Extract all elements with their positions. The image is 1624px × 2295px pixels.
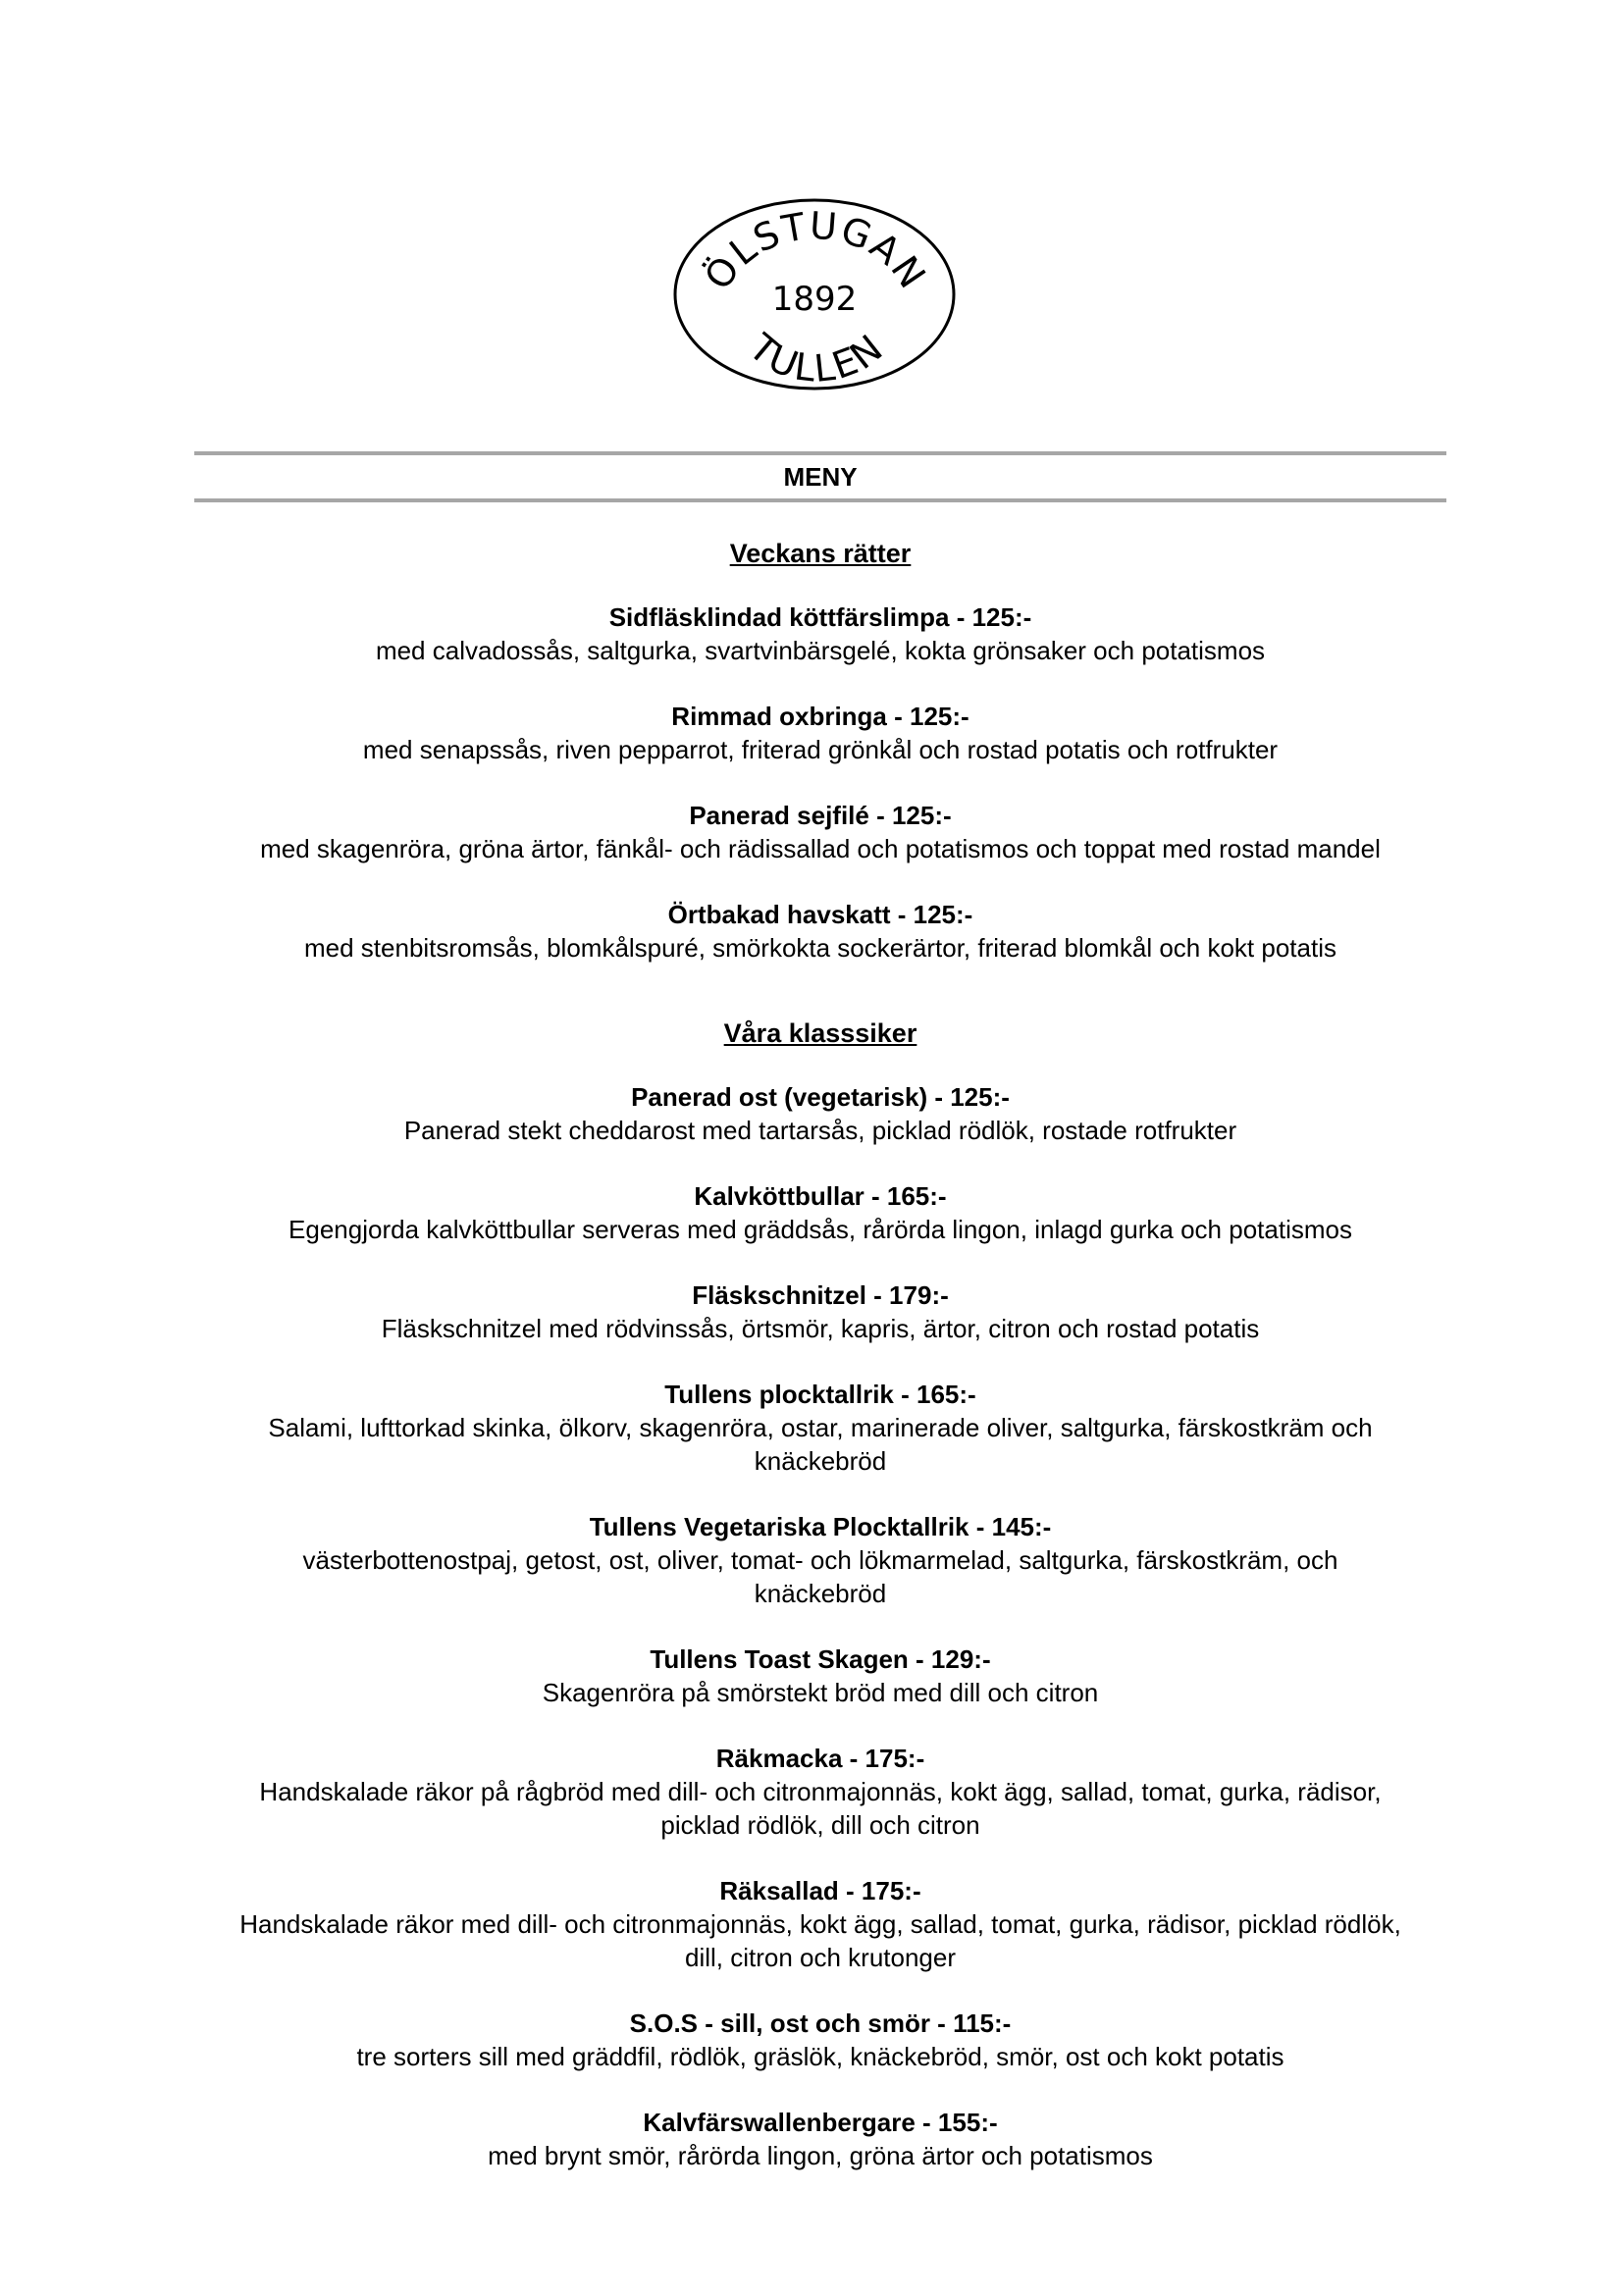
dish-item [236, 1278, 1405, 1345]
dish-description: med stenbitsromsås, blomkålspuré, smörkokta sockerärtor, friterad blomkål och kokt potatis [304, 933, 1336, 963]
dish-description: med calvadossås, saltgurka, svartvinbärsgelé, kokta grönsaker och potatismos [375, 636, 1266, 665]
divider-bottom [194, 498, 1446, 502]
dish-name: Fläskschnitzel - 179:- [692, 1280, 949, 1310]
logo-seal [672, 196, 957, 392]
dish-item [236, 898, 1405, 965]
dish-name: S.O.S - sill, ost och smör - 115:- [629, 2008, 1012, 2038]
dish-description: Egengjorda kalvköttbullar serveras med gräddsås, rårörda lingon, inlagd gurka och potatismos [288, 1215, 1352, 1244]
dish-item [236, 1080, 1405, 1147]
logo-top-text: ÖLSTUGAN [696, 203, 935, 298]
dish-description: Skagenröra på smörstekt bröd med dill och citron [542, 1678, 1099, 1707]
dish-name: Panerad sejfilé - 125:- [689, 801, 952, 830]
dish-description: med brynt smör, rårörda lingon, gröna ärtor och potatismos [488, 2141, 1153, 2170]
dish-description: Handskalade räkor med dill- och citronmajonnäs, kokt ägg, sallad, tomat, gurka, rädisor, picklad rödlök, dill, citron och krutonger [239, 1909, 1401, 1972]
menu-section [236, 1016, 1405, 2172]
dish-item [236, 1742, 1405, 1842]
dish-item [236, 600, 1405, 667]
dish-item [236, 1874, 1405, 1974]
dish-description: med skagenröra, gröna ärtor, fänkål- och rädissallad och potatismos och toppat med rostad mandel [260, 834, 1381, 863]
dish-description: Fläskschnitzel med rödvinssås, örtsmör, kapris, ärtor, citron och rostad potatis [381, 1314, 1260, 1343]
dish-item [236, 799, 1405, 865]
dish-item [236, 2007, 1405, 2073]
dish-item [236, 2106, 1405, 2172]
restaurant-logo [672, 196, 957, 392]
menu-section [236, 536, 1405, 965]
dish-name: Räkmacka - 175:- [715, 1744, 925, 1773]
dish-name: Tullens Vegetariska Plocktallrik - 145:- [589, 1512, 1052, 1541]
dish-name: Räksallad - 175:- [719, 1876, 921, 1905]
dish-description: Panerad stekt cheddarost med tartarsås, picklad rödlök, rostade rotfrukter [403, 1116, 1237, 1145]
dish-description: Salami, lufttorkad skinka, ölkorv, skagenröra, ostar, marinerade oliver, saltgurka, färskostkräm och knäckebröd [268, 1413, 1373, 1476]
dish-description: med senapssås, riven pepparrot, friterad grönkål och rostad potatis och rotfrukter [362, 735, 1279, 764]
dish-name: Kalvköttbullar - 165:- [694, 1181, 947, 1211]
menu-content [236, 536, 1405, 2205]
dish-item [236, 1378, 1405, 1478]
section-title: Våra klasssiker [723, 1018, 917, 1048]
dish-name: Rimmad oxbringa - 125:- [671, 702, 969, 731]
dish-name: Kalvfärswallenbergare - 155:- [643, 2108, 998, 2137]
menu-title: MENY [783, 462, 858, 492]
dish-description: Handskalade räkor på rågbröd med dill- och citronmajonnäs, kokt ägg, sallad, tomat, gurka, rädisor, picklad rödlök, dill och citron [259, 1777, 1382, 1840]
dish-item [236, 1510, 1405, 1610]
dish-name: Örtbakad havskatt - 125:- [667, 900, 973, 929]
dish-item [236, 700, 1405, 766]
dish-name: Tullens Toast Skagen - 129:- [650, 1644, 991, 1674]
logo-bottom-text: TULLEN [741, 325, 892, 391]
dish-name: Sidfläsklindad köttfärslimpa - 125:- [608, 602, 1032, 632]
dish-item [236, 1179, 1405, 1246]
dish-name: Tullens plocktallrik - 165:- [664, 1380, 976, 1409]
section-title: Veckans rätter [729, 539, 912, 568]
dish-description: tre sorters sill med gräddfil, rödlök, gräslök, knäckebröd, smör, ost och kokt potatis [356, 2042, 1284, 2071]
dish-item [236, 1643, 1405, 1709]
dish-description: västerbottenostpaj, getost, ost, oliver, tomat- och lökmarmelad, saltgurka, färskostkräm, och knäckebröd [302, 1545, 1338, 1608]
logo-year: 1892 [771, 280, 858, 319]
dish-name: Panerad ost (vegetarisk) - 125:- [631, 1082, 1010, 1112]
divider-top [194, 451, 1446, 455]
